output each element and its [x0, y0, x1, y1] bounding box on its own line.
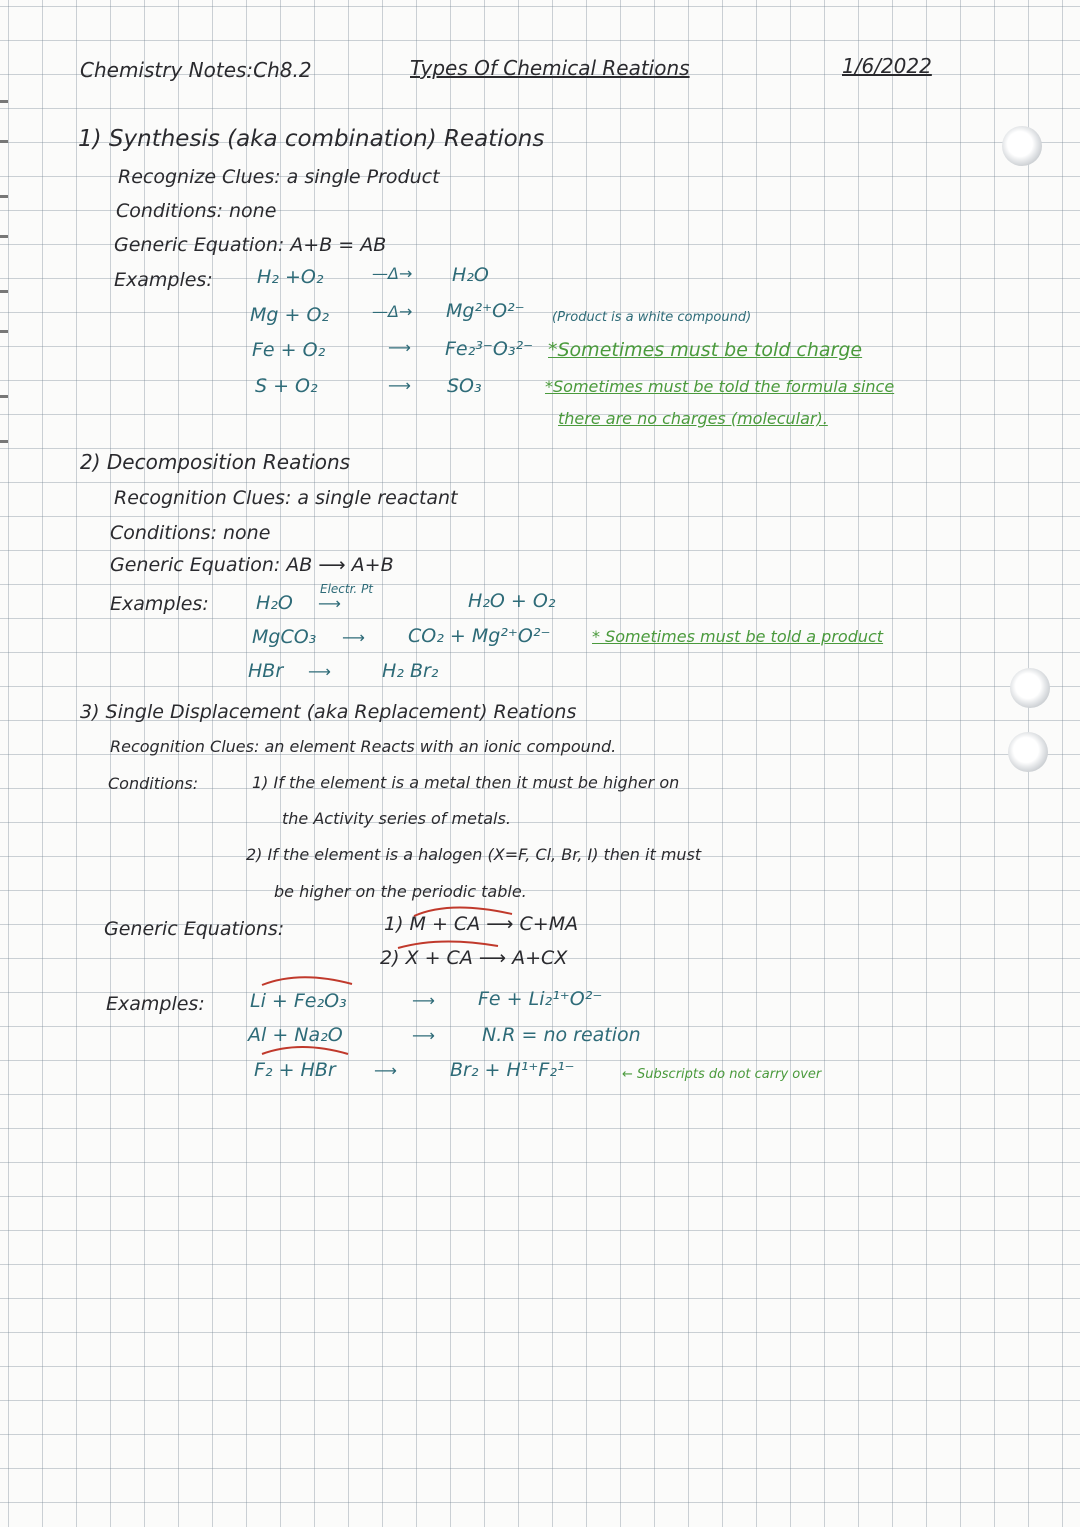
note-charge: *Sometimes must be told charge	[548, 339, 863, 361]
swap-arrow	[262, 977, 352, 985]
equation-arrow: ⟶	[318, 594, 341, 613]
topic-title: Types Of Chemical Reations	[410, 56, 690, 80]
note-formula-cont: there are no charges (molecular).	[558, 409, 828, 428]
equation-lhs: Mg + O₂	[250, 304, 330, 326]
equation-lhs: H₂ +O₂	[257, 266, 324, 288]
equation-lhs: Li + Fe₂O₃	[250, 990, 347, 1012]
equation-rhs: Br₂ + H¹⁺F₂¹⁻	[450, 1059, 575, 1081]
equation-arrow: ⟶	[412, 991, 435, 1010]
equation-rhs: H₂O + O₂	[468, 590, 556, 612]
equation-rhs: Fe₂³⁻O₃²⁻	[445, 338, 534, 360]
generic-equations-label: Generic Equations:	[104, 918, 285, 940]
section-title: 2) Decomposition Reations	[80, 450, 351, 474]
binder-hole	[1002, 126, 1042, 166]
arrow-condition-label: Electr. Pt	[320, 582, 374, 596]
equation-rhs: Mg²⁺O²⁻	[446, 300, 525, 322]
equation-lhs: S + O₂	[255, 375, 318, 397]
section-title: 3) Single Displacement (aka Replacement) Reations	[80, 701, 577, 723]
generic-equation: Generic Equation: A+B = AB	[114, 234, 387, 256]
equation-lhs: H₂O	[256, 592, 293, 614]
equation-arrow: ⟶	[388, 338, 411, 357]
examples-label: Examples:	[114, 269, 213, 291]
generic-equation: Generic Equation: AB ⟶ A+B	[110, 554, 394, 576]
section-title: 1) Synthesis (aka combination) Reations	[78, 126, 545, 152]
generic-equation-1: 1) M + CA ⟶ C+MA	[384, 913, 579, 935]
conditions-label: Conditions:	[108, 774, 199, 793]
equation-lhs: Fe + O₂	[252, 339, 326, 361]
note-product: * Sometimes must be told a product	[592, 627, 884, 646]
equation-lhs: Al + Na₂O	[248, 1024, 343, 1046]
condition-1: 1) If the element is a metal then it must be higher on	[252, 773, 680, 792]
generic-equation-2: 2) X + CA ⟶ A+CX	[380, 947, 568, 969]
recognition-clues: Recognition Clues: a single reactant	[114, 487, 458, 509]
equation-arrow: ⟶	[308, 662, 331, 681]
recognition-clues: Recognition Clues: an element Reacts with an ionic compound.	[110, 737, 617, 756]
equation-lhs: F₂ + HBr	[254, 1059, 336, 1081]
equation-arrow: ⟶	[412, 1026, 435, 1045]
equation-arrow: —Δ→	[372, 302, 413, 321]
examples-label: Examples:	[110, 593, 209, 615]
notes-title: Chemistry Notes:Ch8.2	[80, 58, 312, 82]
binder-hole	[1010, 668, 1050, 708]
condition-2: 2) If the element is a halogen (X=F, Cl, Br, I) then it must	[246, 845, 702, 864]
binder-hole	[1008, 732, 1048, 772]
date: 1/6/2022	[842, 54, 932, 78]
note-formula: *Sometimes must be told the formula since	[545, 377, 895, 396]
condition-1-cont: the Activity series of metals.	[282, 809, 511, 828]
equation-rhs: SO₃	[447, 375, 482, 397]
equation-arrow: ⟶	[388, 376, 411, 395]
equation-lhs: MgCO₃	[252, 626, 317, 648]
note-subscripts: ← Subscripts do not carry over	[622, 1067, 822, 1082]
note-white-compound: (Product is a white compound)	[552, 310, 752, 325]
swap-arrow	[262, 1047, 348, 1054]
equation-arrow: ⟶	[374, 1061, 397, 1080]
conditions: Conditions: none	[116, 200, 277, 222]
condition-2-cont: be higher on the periodic table.	[274, 882, 527, 901]
equation-rhs: H₂O	[452, 264, 489, 286]
equation-rhs: N.R = no reation	[482, 1024, 641, 1046]
equation-arrow: —Δ→	[372, 264, 413, 283]
examples-label: Examples:	[106, 993, 205, 1015]
equation-rhs: CO₂ + Mg²⁺O²⁻	[408, 625, 551, 647]
equation-rhs: Fe + Li₂¹⁺O²⁻	[478, 988, 603, 1010]
equation-rhs: H₂ Br₂	[382, 660, 439, 682]
conditions: Conditions: none	[110, 522, 271, 544]
recognize-clues: Recognize Clues: a single Product	[118, 166, 440, 188]
equation-lhs: HBr	[248, 660, 284, 682]
equation-arrow: ⟶	[342, 628, 365, 647]
